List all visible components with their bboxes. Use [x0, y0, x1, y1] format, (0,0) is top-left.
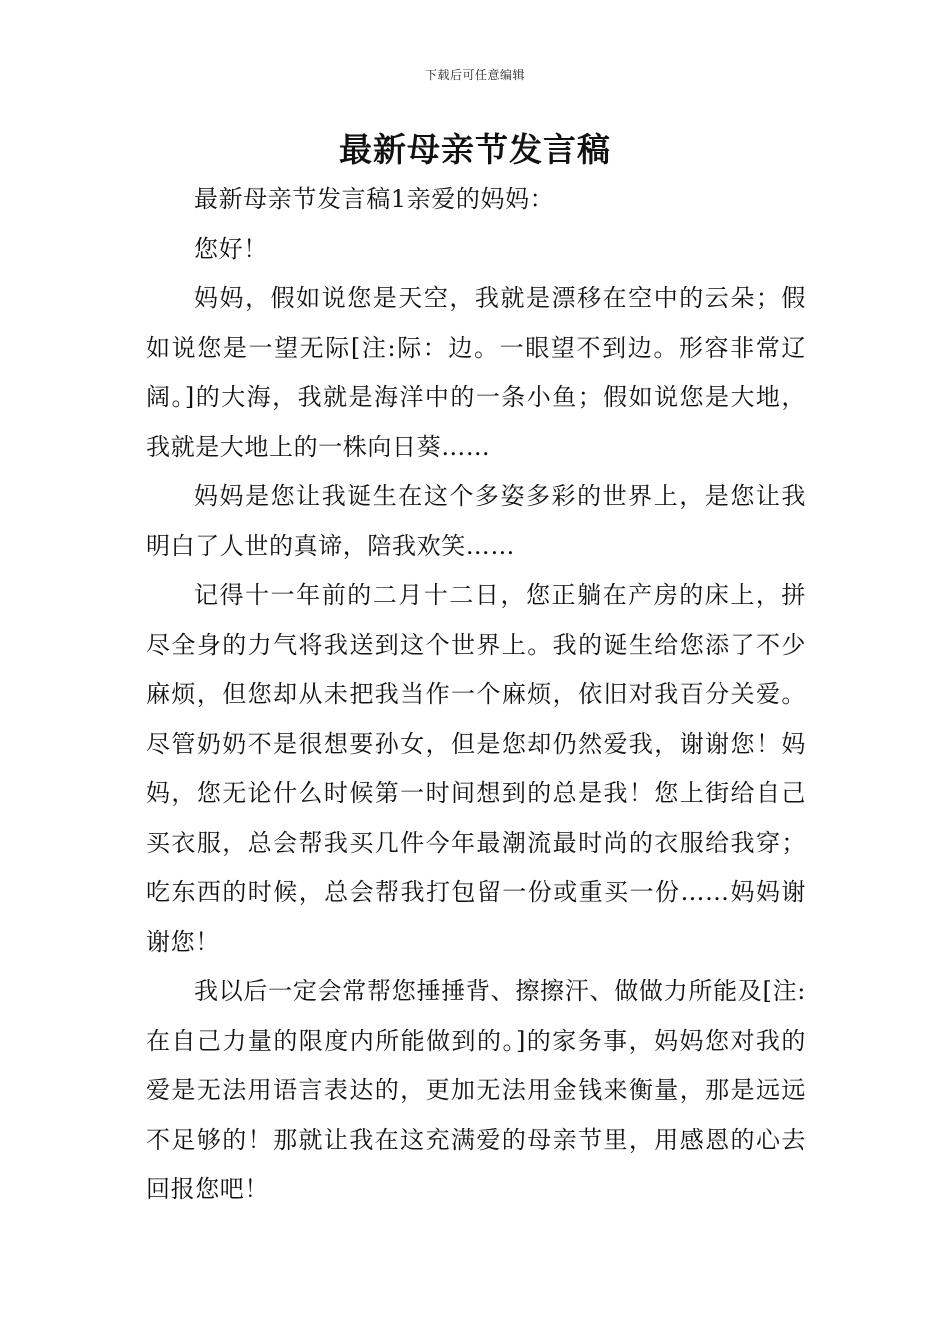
- paragraph-memory: 记得十一年前的二月十二日，您正躺在产房的床上，拼尽全身的力气将我送到这个世界上。我的诞生给您添了不少麻烦，但您却从未把我当作一个麻烦，依旧对我百分关爱。尽管奶奶不是很想要孙女，但是您却仍然爱我，谢谢您！妈妈，您无论什么时候第一时间想到的总是我！您上街给自己买衣服，总会帮我买几件今年最潮流最时尚的衣服给我穿；吃东西的时候，总会帮我打包留一份或重买一份……妈妈谢谢您！: [146, 581, 806, 956]
- document-body: [146, 175, 806, 1215]
- document-title: 最新母亲节发言稿: [339, 130, 611, 169]
- paragraph-metaphor: 妈妈，假如说您是天空，我就是漂移在空中的云朵；假如说您是一望无际[注:际：边。一眼望不到边。形容非常辽阔。]的大海，我就是海洋中的一条小鱼；假如说您是大地，我就是大地上的一株向日葵……: [146, 284, 806, 461]
- paragraph-birth-thanks: 妈妈是您让我诞生在这个多姿多彩的世界上，是您让我明白了人世的真谛，陪我欢笑……: [146, 482, 806, 560]
- paragraph-greeting-line: 最新母亲节发言稿1亲爱的妈妈：: [194, 185, 555, 213]
- paragraph-salutation: 您好！: [194, 234, 268, 263]
- header-note: 下载后可任意编辑: [424, 68, 525, 82]
- paragraph-promise: 我以后一定会常帮您捶捶背、擦擦汗、做做力所能及[注:在自己力量的限度内所能做到的。]的家务事，妈妈您对我的爱是无法用语言表达的，更加无法用金钱来衡量，那是远远不足够的！那就让我在这充满爱的母亲节里，用感恩的心去回报您吧！: [146, 977, 806, 1203]
